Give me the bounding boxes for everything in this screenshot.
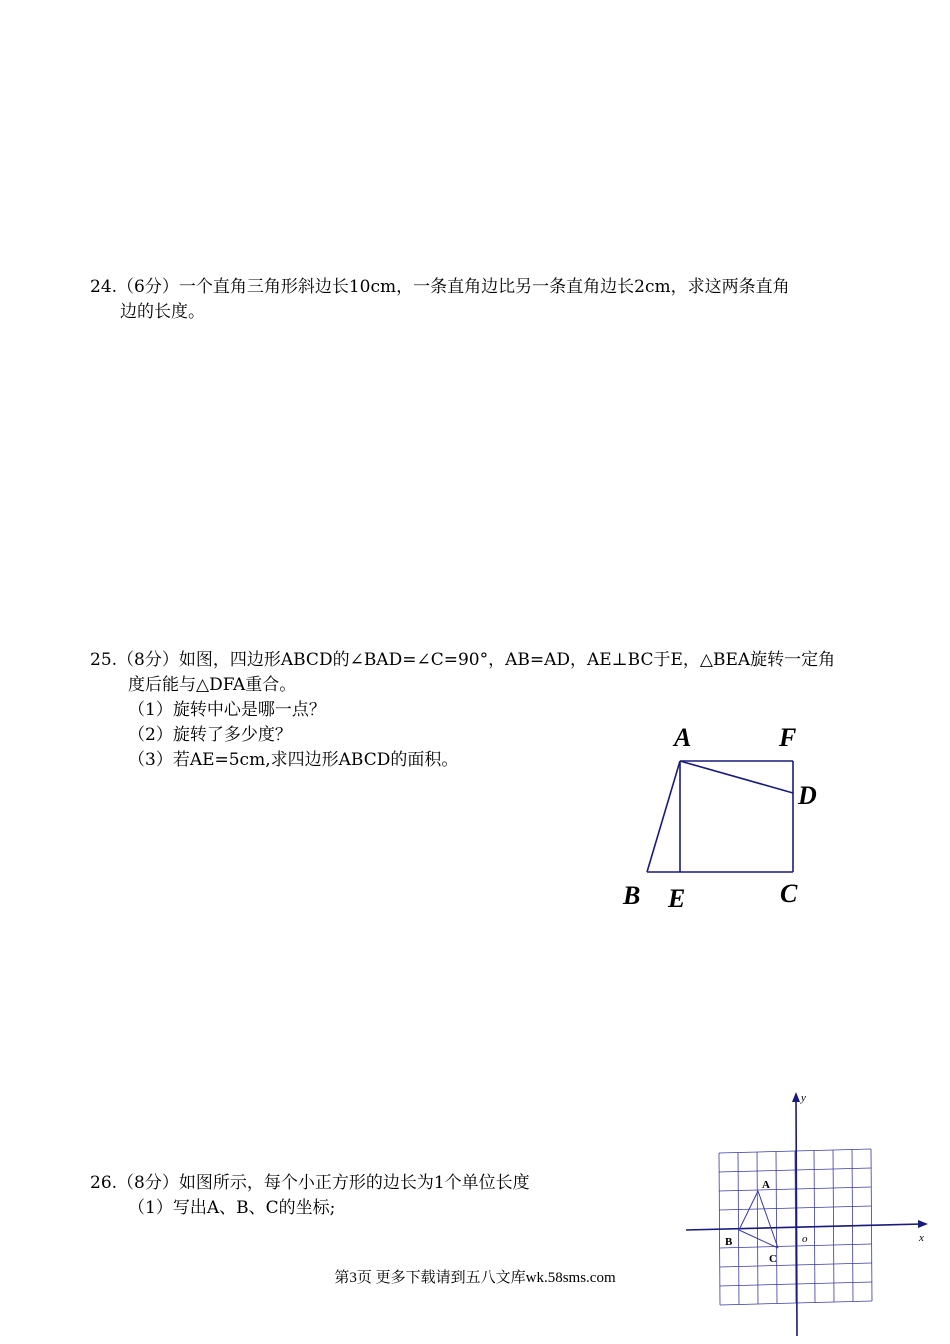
y-axis-arrow (792, 1092, 800, 1102)
grid-label-o: o (802, 1233, 808, 1245)
q25-sub-1: （1）旋转中心是哪一点？ (128, 700, 326, 720)
label-E: E (668, 884, 686, 913)
label-F: F (779, 723, 797, 752)
tri-AC (758, 1191, 778, 1248)
y-axis (796, 1098, 797, 1336)
grid-label-A: A (762, 1179, 770, 1191)
q26-sub-1: （1）写出A、B、C的坐标; (128, 1198, 336, 1218)
q25-sub-3: （3）若AE=5cm,求四边形ABCD的面积。 (128, 750, 459, 770)
grid-label-y: y (801, 1092, 806, 1104)
q24-line-2: 边的长度。 (120, 302, 205, 322)
grid-label-x: x (919, 1232, 924, 1244)
q25-sub-2: （2）旋转了多少度？ (128, 725, 292, 745)
q26-line-1: 26.（8分）如图所示，每个小正方形的边长为1个单位长度 (90, 1173, 530, 1193)
label-B: B (623, 881, 641, 910)
label-D: D (798, 781, 817, 810)
x-axis (686, 1224, 922, 1230)
grid-label-C: C (769, 1253, 777, 1265)
grid-label-B: B (725, 1236, 733, 1248)
tri-AB (739, 1191, 758, 1230)
q25-line-2: 度后能与△DFA重合。 (128, 675, 297, 695)
x-axis-arrow (918, 1220, 928, 1228)
q25-line-1: 25.（8分）如图，四边形ABCD的∠BAD=∠C=90°，AB=AD，AE⊥BC于E，△BEA旋转一定角 (90, 650, 836, 670)
label-C: C (780, 879, 798, 908)
q24-line-1: 24.（6分）一个直角三角形斜边长10cm，一条直角边比另一条直角边长2cm，求这两条直角 (90, 277, 790, 297)
page-footer: 第3页 更多下载请到五八文库wk.58sms.com (334, 1270, 616, 1286)
label-A: A (674, 723, 692, 752)
